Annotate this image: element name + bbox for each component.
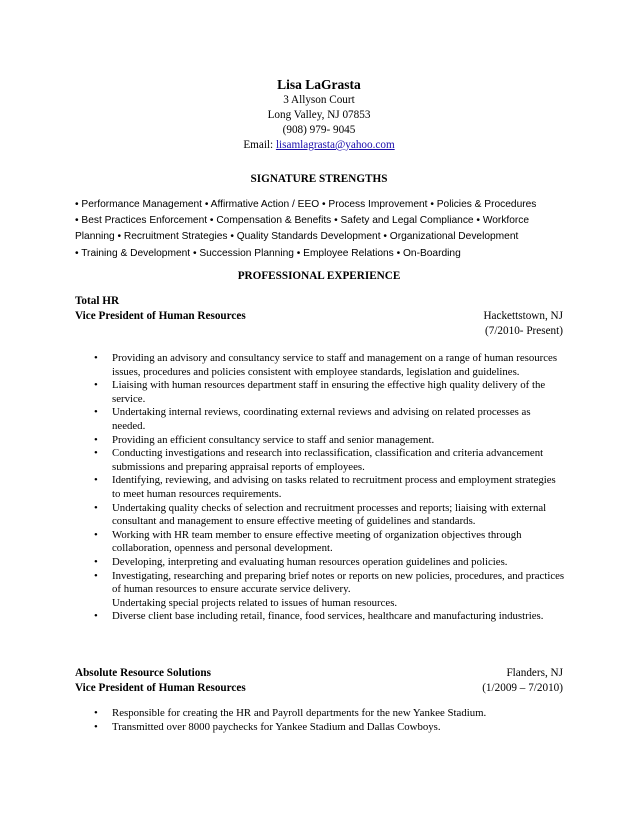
duty-text: Providing an efficient consultancy service to staff and senior management. <box>112 433 435 446</box>
email-label: Email: <box>243 139 274 151</box>
job-title-row <box>75 309 563 324</box>
list-item <box>75 379 565 406</box>
candidate-name: Lisa LaGrasta <box>277 77 361 92</box>
strengths-line: • Best Practices Enforcement • Compensation & Benefits • Safety and Legal Compliance • Workforce <box>75 215 530 227</box>
experience-heading: PROFESSIONAL EXPERIENCE <box>237 270 401 282</box>
duty-text: Undertaking internal reviews, coordinating external reviews and advising on related processes as needed. <box>112 406 531 432</box>
job-company-row <box>75 294 563 309</box>
list-item <box>75 570 565 597</box>
job-location: Hackettstown, NJ <box>483 310 563 322</box>
job-company-row <box>75 666 563 681</box>
bullet-icon: • <box>94 379 98 392</box>
list-item <box>75 597 565 611</box>
list-item <box>75 502 565 529</box>
list-item <box>75 474 565 501</box>
duty-text: Diverse client base including retail, finance, food services, healthcare and manufacturing industries. <box>112 610 544 623</box>
duty-text: Providing an advisory and consultancy service to staff and management on a range of human resources issues, procedures and policies consistent with employee standards, legislation and guidelines. <box>112 352 558 378</box>
job-title-row <box>75 681 563 696</box>
list-item <box>75 352 565 379</box>
strengths-heading: SIGNATURE STRENGTHS <box>250 173 388 185</box>
job-dates: (1/2009 – 7/2010) <box>482 682 563 694</box>
phone-number: (908) 979- 9045 <box>282 124 356 136</box>
contact-header <box>0 77 638 153</box>
list-item <box>75 721 565 735</box>
list-item <box>75 707 565 721</box>
bullet-icon: • <box>94 474 98 487</box>
job-duties-list <box>75 352 565 624</box>
bullet-icon: • <box>94 406 98 419</box>
duty-text: Investigating, researching and preparing brief notes or reports on new policies, procedures, and practices of human resources to ensure accurate service delivery. <box>112 569 565 596</box>
strengths-line: • Training & Development • Succession Planning • Employee Relations • On-Boarding <box>75 247 461 259</box>
strengths-line: Planning • Recruitment Strategies • Quality Standards Development • Organizational Development <box>75 231 519 243</box>
bullet-icon: • <box>94 352 98 364</box>
job-title: Vice President of Human Resources <box>75 682 246 694</box>
duty-text: Transmitted over 8000 paychecks for Yankee Stadium and Dallas Cowboys. <box>112 720 441 733</box>
bullet-icon: • <box>94 447 98 460</box>
address-line-2: Long Valley, NJ 07853 <box>267 109 371 121</box>
email-line <box>0 138 638 153</box>
strengths-list <box>75 197 567 262</box>
list-item <box>75 610 565 624</box>
address-line-1: 3 Allyson Court <box>283 94 355 106</box>
duty-text: Undertaking quality checks of selection and recruitment processes and reports; liaising with external consultant and management to ensure effective meeting of guidelines and standards. <box>112 501 547 528</box>
duty-text: Responsible for creating the HR and Payroll departments for the new Yankee Stadium. <box>112 707 487 719</box>
bullet-icon: • <box>94 555 98 568</box>
job-company: Absolute Resource Solutions <box>75 667 211 679</box>
duty-text: Liaising with human resources department staff in ensuring the effective high quality delivery of the service. <box>112 379 546 405</box>
job-title: Vice President of Human Resources <box>75 310 246 322</box>
list-item <box>75 434 565 448</box>
list-item <box>75 556 565 570</box>
duty-text: Working with HR team member to ensure effective meeting of organization objectives through collaboration, openness and personal development. <box>112 528 522 555</box>
duty-text: Developing, interpreting and evaluating human resources operation guidelines and policies. <box>112 555 508 568</box>
duty-text: Identifying, reviewing, and advising on tasks related to recruitment process and employment strategies to meet human resources requirements. <box>112 474 556 500</box>
list-item <box>75 447 565 474</box>
bullet-icon: • <box>94 610 98 623</box>
job-dates: (7/2010- Present) <box>485 325 563 337</box>
strengths-line: • Performance Management • Affirmative Action / EEO • Process Improvement • Policies & Procedures <box>75 199 537 210</box>
email-link[interactable]: lisamlagrasta@yahoo.com <box>275 139 395 151</box>
duty-text: Undertaking special projects related to issues of human resources. <box>112 596 398 609</box>
list-item <box>75 406 565 433</box>
job-company: Total HR <box>75 295 120 307</box>
bullet-icon: • <box>94 707 98 719</box>
bullet-icon: • <box>94 569 98 582</box>
bullet-icon: • <box>94 433 98 446</box>
bullet-icon: • <box>94 501 98 514</box>
bullet-icon: • <box>94 528 98 541</box>
bullet-icon: • <box>94 720 98 733</box>
duty-text: Conducting investigations and research into reclassification, classification and criteria advancement submissions and preparing appraisal reports of employees. <box>112 447 544 473</box>
job-location: Flanders, NJ <box>506 667 563 679</box>
list-item <box>75 529 565 556</box>
job-duties-list <box>75 707 565 734</box>
